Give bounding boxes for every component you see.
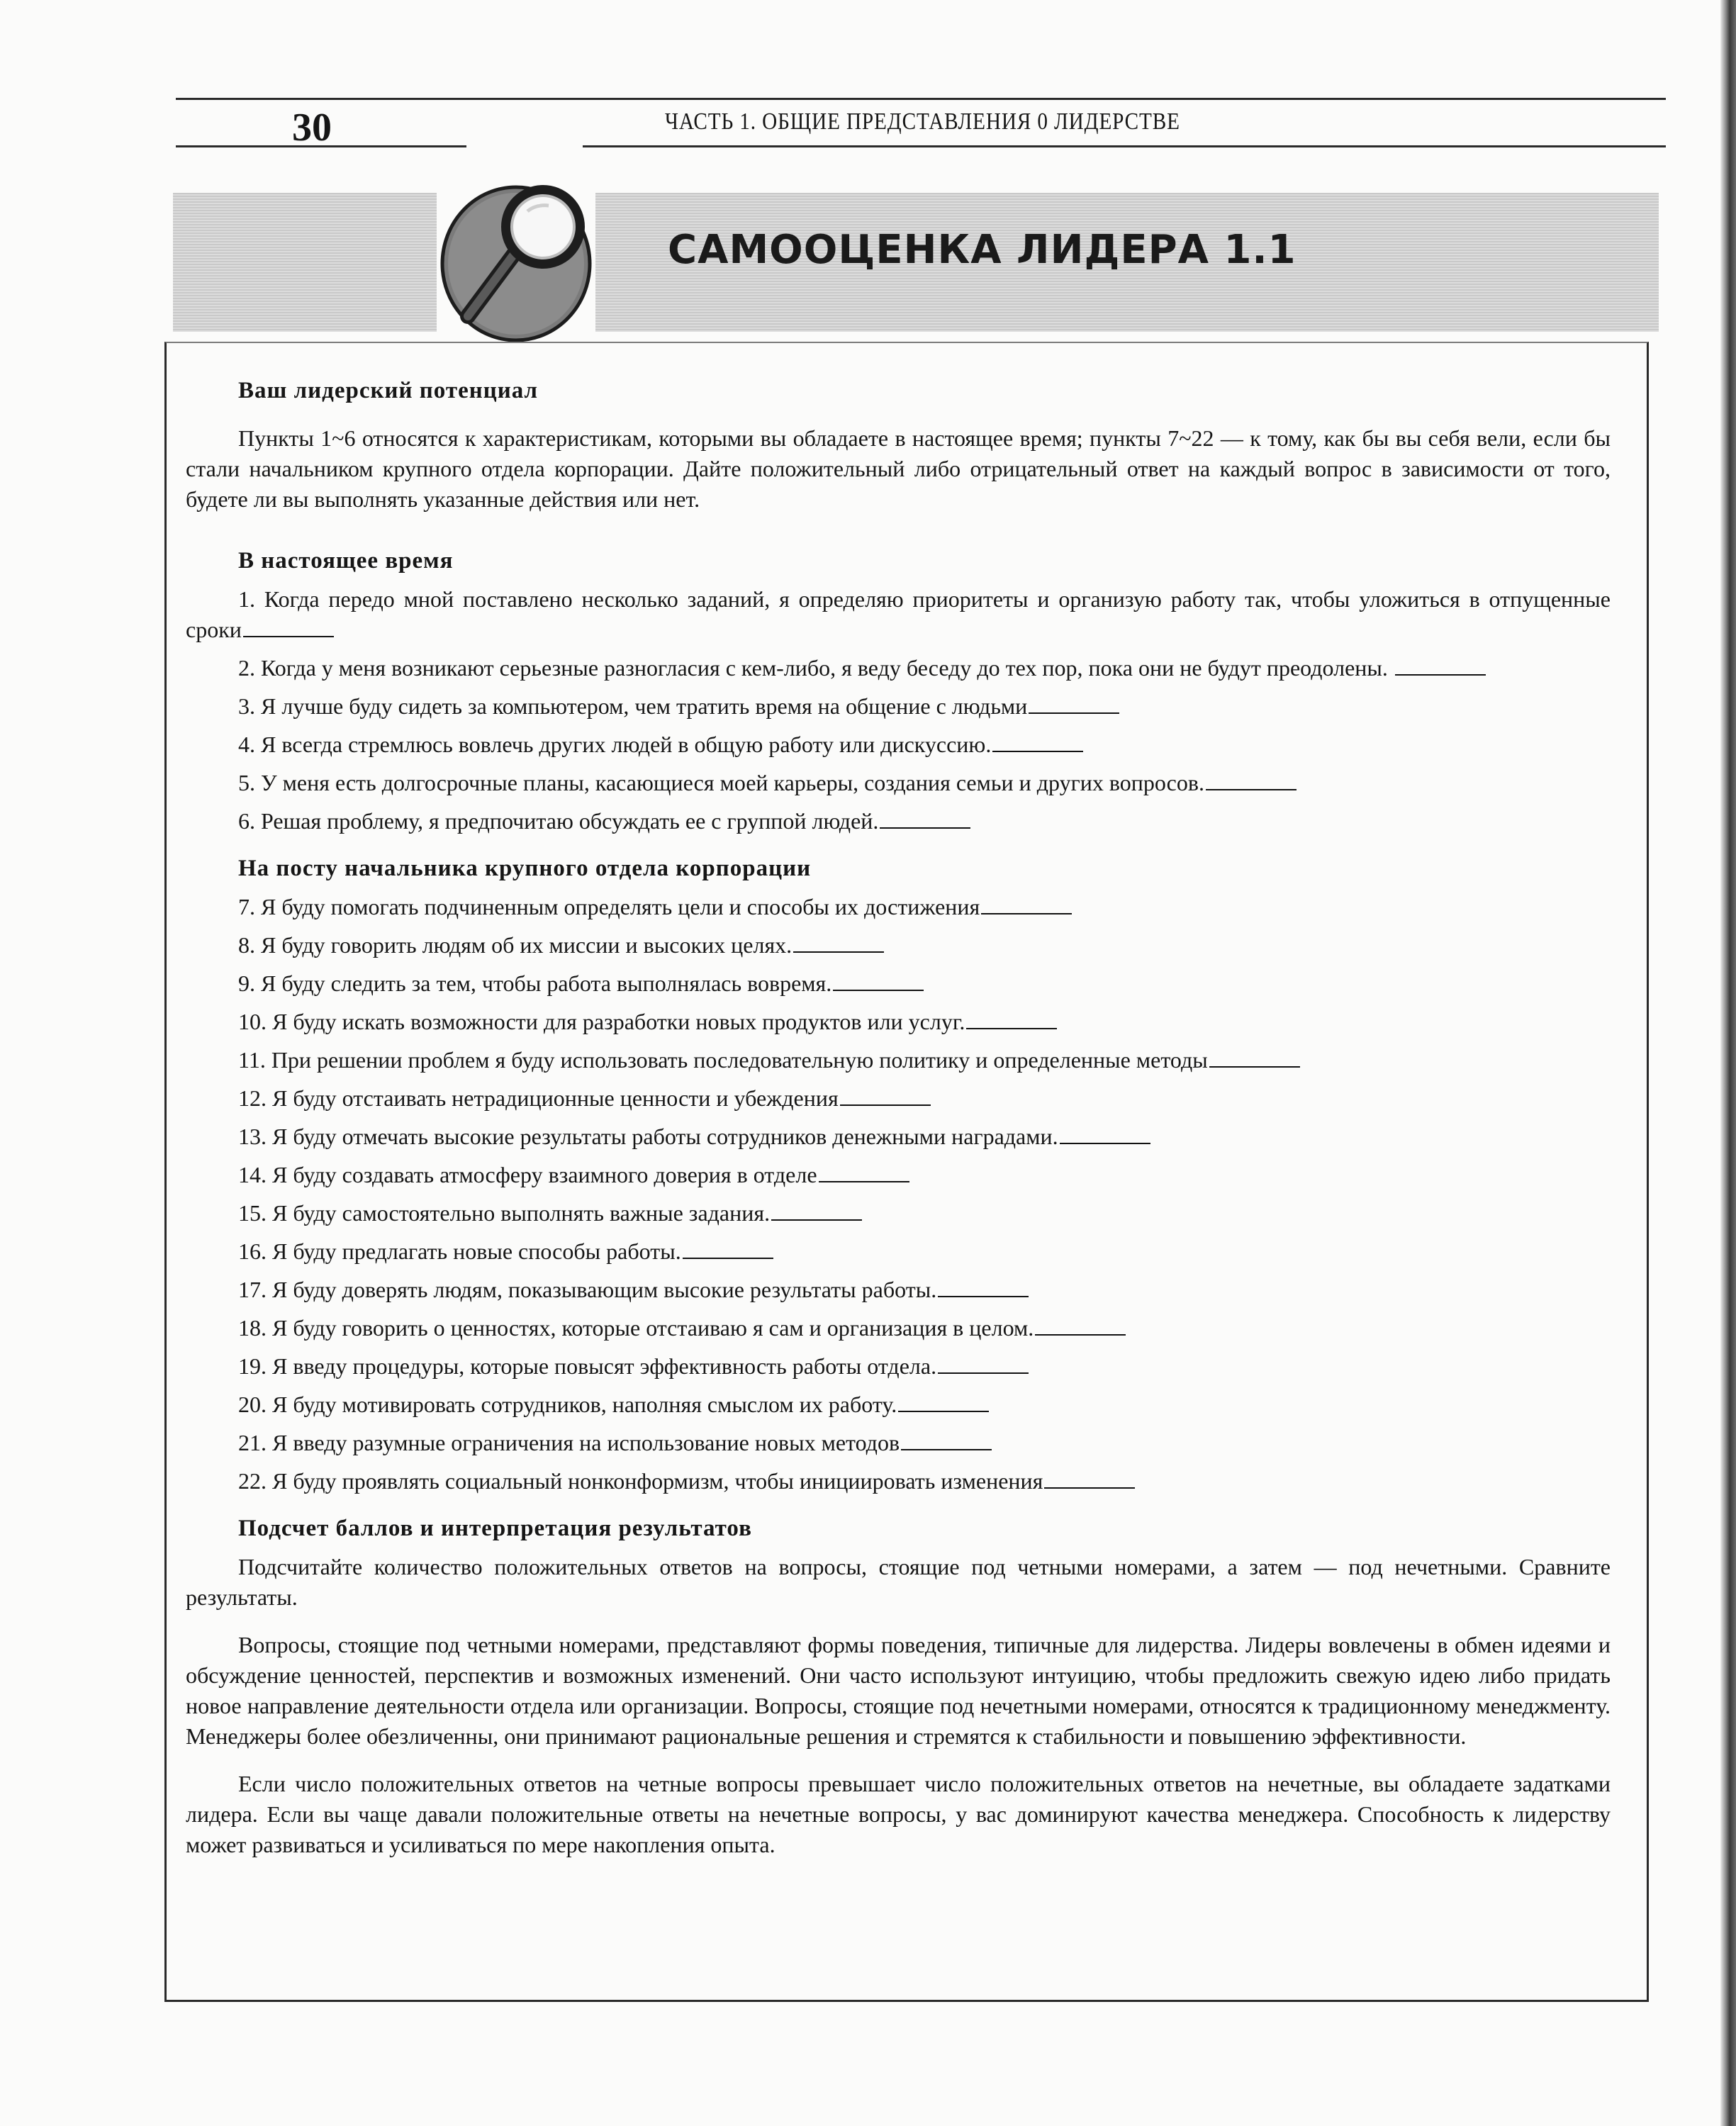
answer-blank[interactable] [1209,1045,1300,1068]
answer-blank[interactable] [1206,768,1297,790]
answer-blank[interactable] [992,729,1083,752]
question-item: 2. Когда у меня возникают серьезные разногласия с кем-либо, я веду беседу до тех пор, пока они не будут преодолены. [186,653,1611,683]
question-item: 7. Я буду помогать подчиненным определять цели и способы их достижения [186,892,1611,922]
answer-blank[interactable] [966,1007,1057,1029]
question-item: 10. Я буду искать возможности для разработки новых продуктов или услуг. [186,1007,1611,1037]
intro-heading: Ваш лидерский потенциал [238,378,539,403]
question-item: 22. Я буду проявлять социальный нонконформизм, чтобы инициировать изменения [186,1466,1611,1496]
question-item: 14. Я буду создавать атмосферу взаимного доверия в отделе [186,1160,1611,1190]
question-item: 1. Когда передо мной поставлено несколько заданий, я определяю приоритеты и организую работу так, чтобы уложиться в отпущенные сроки [186,586,1611,642]
question-item: 19. Я введу процедуры, которые повысят эффективность работы отдела. [186,1351,1611,1382]
question-item: 4. Я всегда стремлюсь вовлечь других людей в общую работу или дискуссию. [186,729,1611,760]
question-item: 9. Я буду следить за тем, чтобы работа выполнялась вовремя. [186,968,1611,999]
answer-blank[interactable] [683,1236,773,1259]
answer-blank[interactable] [243,615,334,637]
answer-blank[interactable] [981,892,1072,914]
question-item: 11. При решении проблем я буду использовать последовательную политику и определенные методы [186,1045,1611,1075]
assessment-title: САМООЦЕНКА ЛИДЕРА 1.1 [668,227,1297,273]
answer-blank[interactable] [1395,653,1486,676]
answer-blank[interactable] [1060,1121,1150,1144]
question-item: 18. Я буду говорить о ценностях, которые отстаиваю я сам и организация в целом. [186,1313,1611,1343]
question-item: 20. Я буду мотивировать сотрудников, наполняя смыслом их работу. [186,1389,1611,1420]
manager-heading: На посту начальника крупного отдела корпорации [238,856,812,881]
question-item: 8. Я буду говорить людям об их миссии и высоких целях. [186,930,1611,961]
header-rule-left [176,145,466,147]
answer-blank[interactable] [793,930,884,953]
answer-blank[interactable] [840,1083,931,1106]
scan-edge [1720,0,1736,2126]
question-item: 12. Я буду отстаивать нетрадиционные ценности и убеждения [186,1083,1611,1114]
header-rule-top [176,98,1666,100]
answer-blank[interactable] [1029,691,1119,714]
answer-blank[interactable] [938,1351,1029,1374]
banner-left-band [173,193,437,332]
answer-blank[interactable] [901,1428,992,1450]
assessment-content [186,376,1611,1860]
question-item: 5. У меня есть долгосрочные планы, касающиеся моей карьеры, создания семьи и других вопросов. [186,768,1611,798]
answer-blank[interactable] [819,1160,909,1182]
magnifying-glass-icon [437,176,598,343]
question-item: 17. Я буду доверять людям, показывающим высокие результаты работы. [186,1275,1611,1305]
answer-blank[interactable] [938,1275,1029,1297]
intro-text: Пункты 1~6 относятся к характеристикам, которыми вы обладаете в настоящее время; пункты 7~22 — к тому, как бы вы себя вели, если бы стали начальником крупного отдела корпорации. Дайте положительный либо отрицательный ответ на каждый вопрос в зависимости от того, будете ли вы выполнять указанные действия или нет. [186,425,1611,512]
scoring-heading: Подсчет баллов и интерпретация результатов [238,1516,752,1541]
answer-blank[interactable] [771,1198,862,1221]
answer-blank[interactable] [1035,1313,1126,1336]
question-item: 16. Я буду предлагать новые способы работы. [186,1236,1611,1267]
header-rule-right [583,145,1666,147]
answer-blank[interactable] [898,1389,989,1412]
scoring-paragraph: Вопросы, стоящие под четными номерами, представляют формы поведения, типичные для лидерства. Лидеры вовлечены в обмен идеями и обсуждение ценностей, перспектив и возможных изменений. Они часто используют интуицию, чтобы предложить свежую идею либо придать новое направление деятельности отдела или организации. Вопросы, стоящие под нечетными номерами, относятся к традиционному менеджменту. Менеджеры более обезличенны, они принимают рациональные решения и стремятся к стабильности и повышению эффективности. [186,1632,1611,1749]
running-head: ЧАСТЬ 1. ОБЩИЕ ПРЕДСТАВЛЕНИЯ 0 ЛИДЕРСТВЕ [665,108,1180,135]
page-number: 30 [292,106,332,150]
question-item: 15. Я буду самостоятельно выполнять важные задания. [186,1198,1611,1229]
answer-blank[interactable] [833,968,924,991]
present-heading: В настоящее время [238,548,454,574]
question-item: 6. Решая проблему, я предпочитаю обсуждать ее с группой людей. [186,806,1611,837]
answer-blank[interactable] [880,806,970,829]
question-item: 21. Я введу разумные ограничения на использование новых методов [186,1428,1611,1458]
scoring-paragraph: Если число положительных ответов на четные вопросы превышает число положительных ответов на нечетные, вы обладаете задатками лидера. Если вы чаще давали положительные ответы на нечетные вопросы, у вас доминируют качества менеджера. Способность к лидерству может развиваться и усиливаться по мере накопления опыта. [186,1771,1611,1857]
question-item: 3. Я лучше буду сидеть за компьютером, чем тратить время на общение с людьми [186,691,1611,722]
question-item: 13. Я буду отмечать высокие результаты работы сотрудников денежными наградами. [186,1121,1611,1152]
scoring-paragraph: Подсчитайте количество положительных ответов на вопросы, стоящие под четными номерами, а затем — под нечетными. Сравните результаты. [186,1554,1611,1610]
answer-blank[interactable] [1044,1466,1135,1489]
